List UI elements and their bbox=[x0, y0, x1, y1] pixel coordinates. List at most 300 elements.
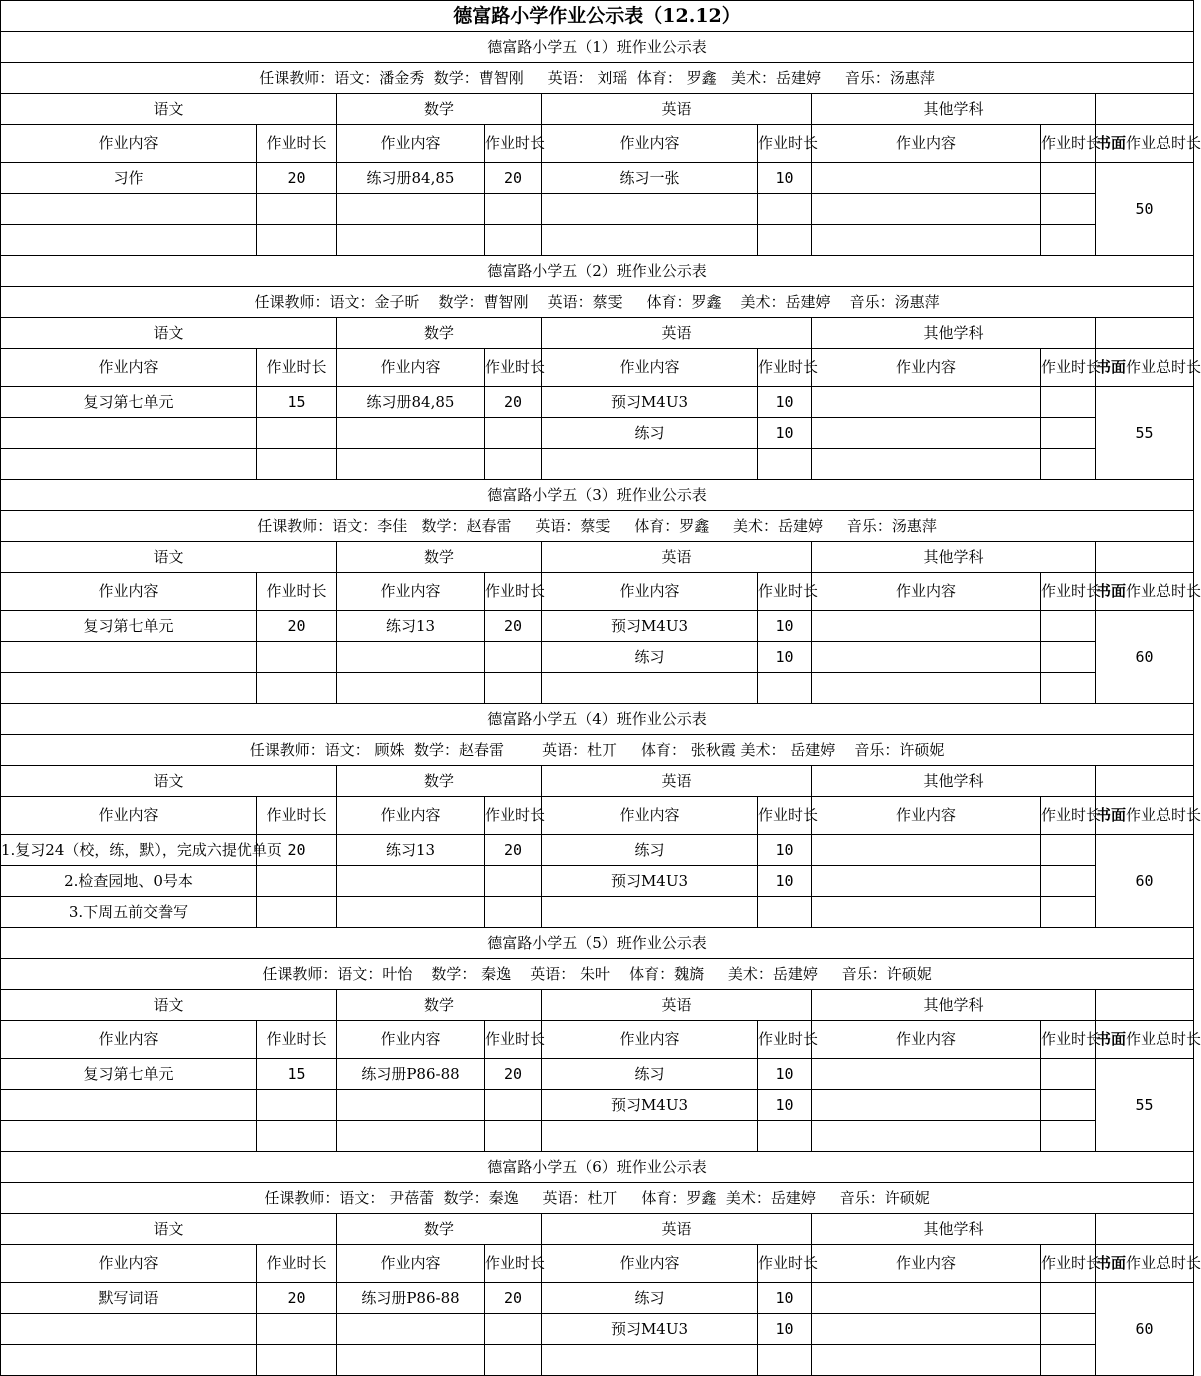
chinese-duration bbox=[257, 642, 337, 673]
page-title: 德富路小学作业公示表（12.12） bbox=[1, 1, 1194, 32]
written-total-header bbox=[1096, 797, 1201, 835]
duration-header: 作业时长 bbox=[257, 1245, 337, 1283]
duration-header: 作业时长 bbox=[485, 349, 542, 387]
other-duration bbox=[1041, 835, 1096, 866]
english-duration: 10 bbox=[758, 163, 812, 194]
chinese-content bbox=[1, 1090, 257, 1121]
homework-row bbox=[1, 225, 1194, 256]
english-duration: 10 bbox=[758, 611, 812, 642]
homework-row bbox=[1, 387, 1194, 418]
other-duration bbox=[1041, 897, 1096, 928]
english-content bbox=[542, 449, 758, 480]
subject-math: 数学 bbox=[337, 1214, 542, 1245]
math-content: 练习册84,85 bbox=[337, 387, 485, 418]
english-content: 预习M4U3 bbox=[542, 1314, 758, 1345]
subject-header-row bbox=[1, 542, 1194, 573]
column-header-row bbox=[1, 573, 1194, 611]
duration-header: 作业时长 bbox=[1041, 1021, 1096, 1059]
class-title: 德富路小学五（3）班作业公示表 bbox=[1, 480, 1194, 511]
duration-header: 作业时长 bbox=[257, 125, 337, 163]
content-header: 作业内容 bbox=[337, 349, 485, 387]
chinese-content bbox=[1, 225, 257, 256]
math-duration: 20 bbox=[485, 835, 542, 866]
total-duration-label: 作业总时长 bbox=[1126, 134, 1201, 152]
english-content: 练习 bbox=[542, 1059, 758, 1090]
chinese-content: 复习第七单元 bbox=[1, 1059, 257, 1090]
subject-other: 其他学科 bbox=[812, 1214, 1096, 1245]
math-content bbox=[337, 673, 485, 704]
empty-header-cell bbox=[1096, 990, 1194, 1021]
homework-row bbox=[1, 642, 1194, 673]
content-header: 作业内容 bbox=[812, 349, 1041, 387]
subject-english: 英语 bbox=[542, 542, 812, 573]
english-duration: 10 bbox=[758, 418, 812, 449]
teachers-row bbox=[1, 735, 1194, 766]
math-content bbox=[337, 225, 485, 256]
math-duration bbox=[485, 449, 542, 480]
chinese-duration bbox=[257, 866, 337, 897]
class-title: 德富路小学五（6）班作业公示表 bbox=[1, 1152, 1194, 1183]
math-duration bbox=[485, 1121, 542, 1152]
english-content: 练习一张 bbox=[542, 163, 758, 194]
empty-header-cell bbox=[1096, 542, 1194, 573]
subject-math: 数学 bbox=[337, 766, 542, 797]
duration-header: 作业时长 bbox=[1041, 573, 1096, 611]
chinese-duration bbox=[257, 225, 337, 256]
subject-chinese: 语文 bbox=[1, 766, 337, 797]
other-duration bbox=[1041, 611, 1096, 642]
subject-math: 数学 bbox=[337, 542, 542, 573]
math-duration bbox=[485, 673, 542, 704]
subject-other: 其他学科 bbox=[812, 542, 1096, 573]
written-label: 书面 bbox=[1096, 1254, 1127, 1272]
other-duration bbox=[1041, 1090, 1096, 1121]
teachers-row bbox=[1, 63, 1194, 94]
content-header: 作业内容 bbox=[812, 1245, 1041, 1283]
content-header: 作业内容 bbox=[337, 797, 485, 835]
english-duration bbox=[758, 225, 812, 256]
written-label: 书面 bbox=[1096, 358, 1127, 376]
column-header-row bbox=[1, 1245, 1194, 1283]
content-header: 作业内容 bbox=[812, 797, 1041, 835]
math-content bbox=[337, 194, 485, 225]
english-duration: 10 bbox=[758, 642, 812, 673]
homework-row bbox=[1, 673, 1194, 704]
math-content bbox=[337, 642, 485, 673]
math-duration bbox=[485, 194, 542, 225]
english-content: 预习M4U3 bbox=[542, 1090, 758, 1121]
written-label: 书面 bbox=[1096, 1030, 1127, 1048]
chinese-duration: 20 bbox=[257, 611, 337, 642]
subject-other: 其他学科 bbox=[812, 766, 1096, 797]
homework-row bbox=[1, 449, 1194, 480]
english-duration bbox=[758, 1345, 812, 1376]
class-title-row bbox=[1, 1152, 1194, 1183]
other-content bbox=[812, 1345, 1041, 1376]
class-title-row bbox=[1, 480, 1194, 511]
column-header-row bbox=[1, 125, 1194, 163]
math-content bbox=[337, 1314, 485, 1345]
content-header: 作业内容 bbox=[1, 125, 257, 163]
class-title: 德富路小学五（2）班作业公示表 bbox=[1, 256, 1194, 287]
other-content bbox=[812, 163, 1041, 194]
subject-english: 英语 bbox=[542, 1214, 812, 1245]
chinese-content bbox=[1, 673, 257, 704]
other-content bbox=[812, 1090, 1041, 1121]
written-total-value: 60 bbox=[1096, 1283, 1194, 1376]
chinese-duration bbox=[257, 418, 337, 449]
chinese-duration: 20 bbox=[257, 1283, 337, 1314]
content-header: 作业内容 bbox=[812, 125, 1041, 163]
subject-english: 英语 bbox=[542, 318, 812, 349]
duration-header: 作业时长 bbox=[485, 573, 542, 611]
math-duration bbox=[485, 642, 542, 673]
homework-row bbox=[1, 1345, 1194, 1376]
other-content bbox=[812, 194, 1041, 225]
math-duration bbox=[485, 866, 542, 897]
empty-header-cell bbox=[1096, 766, 1194, 797]
content-header: 作业内容 bbox=[337, 125, 485, 163]
homework-row bbox=[1, 1314, 1194, 1345]
math-duration: 20 bbox=[485, 163, 542, 194]
content-header: 作业内容 bbox=[337, 1245, 485, 1283]
english-content: 预习M4U3 bbox=[542, 866, 758, 897]
english-duration: 10 bbox=[758, 1314, 812, 1345]
math-duration bbox=[485, 418, 542, 449]
chinese-content: 默写词语 bbox=[1, 1283, 257, 1314]
math-content: 练习册P86-88 bbox=[337, 1283, 485, 1314]
teachers-line: 任课教师：语文：叶怡 数学： 秦逸 英语： 朱叶 体育：魏旖 美术：岳建婷 音乐：许硕妮 bbox=[1, 959, 1194, 990]
homework-row bbox=[1, 1283, 1194, 1314]
duration-header: 作业时长 bbox=[1041, 349, 1096, 387]
written-label: 书面 bbox=[1096, 806, 1127, 824]
subject-chinese: 语文 bbox=[1, 542, 337, 573]
math-duration bbox=[485, 1090, 542, 1121]
total-duration-label: 作业总时长 bbox=[1126, 1254, 1201, 1272]
column-header-row bbox=[1, 797, 1194, 835]
total-duration-label: 作业总时长 bbox=[1126, 582, 1201, 600]
other-duration bbox=[1041, 1314, 1096, 1345]
other-content bbox=[812, 1121, 1041, 1152]
subject-english: 英语 bbox=[542, 766, 812, 797]
subject-other: 其他学科 bbox=[812, 318, 1096, 349]
other-content bbox=[812, 387, 1041, 418]
subject-chinese: 语文 bbox=[1, 94, 337, 125]
class-title: 德富路小学五（4）班作业公示表 bbox=[1, 704, 1194, 735]
other-duration bbox=[1041, 1059, 1096, 1090]
teachers-row bbox=[1, 1183, 1194, 1214]
total-duration-label: 作业总时长 bbox=[1126, 1030, 1201, 1048]
content-header: 作业内容 bbox=[1, 573, 257, 611]
chinese-duration bbox=[257, 194, 337, 225]
subject-chinese: 语文 bbox=[1, 990, 337, 1021]
chinese-duration bbox=[257, 449, 337, 480]
subject-chinese: 语文 bbox=[1, 1214, 337, 1245]
duration-header: 作业时长 bbox=[758, 1021, 812, 1059]
chinese-duration: 20 bbox=[257, 163, 337, 194]
class-title-row bbox=[1, 32, 1194, 63]
english-content bbox=[542, 1121, 758, 1152]
written-total-header bbox=[1096, 349, 1201, 387]
math-duration bbox=[485, 897, 542, 928]
chinese-content bbox=[1, 642, 257, 673]
content-header: 作业内容 bbox=[337, 1021, 485, 1059]
subject-header-row bbox=[1, 990, 1194, 1021]
chinese-duration: 15 bbox=[257, 387, 337, 418]
math-content bbox=[337, 866, 485, 897]
written-total-value: 50 bbox=[1096, 163, 1194, 256]
duration-header: 作业时长 bbox=[758, 125, 812, 163]
content-header: 作业内容 bbox=[812, 573, 1041, 611]
english-content: 预习M4U3 bbox=[542, 387, 758, 418]
math-content bbox=[337, 418, 485, 449]
english-duration: 10 bbox=[758, 1090, 812, 1121]
written-label: 书面 bbox=[1096, 134, 1127, 152]
english-content bbox=[542, 1345, 758, 1376]
empty-header-cell bbox=[1096, 318, 1194, 349]
subject-header-row bbox=[1, 318, 1194, 349]
homework-row bbox=[1, 1090, 1194, 1121]
written-total-value: 55 bbox=[1096, 387, 1194, 480]
teachers-row bbox=[1, 959, 1194, 990]
other-duration bbox=[1041, 194, 1096, 225]
other-content bbox=[812, 673, 1041, 704]
math-content: 练习册P86-88 bbox=[337, 1059, 485, 1090]
math-content bbox=[337, 1121, 485, 1152]
homework-row bbox=[1, 418, 1194, 449]
chinese-content bbox=[1, 194, 257, 225]
duration-header: 作业时长 bbox=[257, 573, 337, 611]
other-content bbox=[812, 449, 1041, 480]
written-total-value: 55 bbox=[1096, 1059, 1194, 1152]
homework-row bbox=[1, 1121, 1194, 1152]
other-duration bbox=[1041, 449, 1096, 480]
chinese-duration bbox=[257, 1345, 337, 1376]
written-total-value: 60 bbox=[1096, 611, 1194, 704]
homework-row bbox=[1, 897, 1194, 928]
other-duration bbox=[1041, 225, 1096, 256]
other-content bbox=[812, 225, 1041, 256]
english-duration bbox=[758, 1121, 812, 1152]
content-header: 作业内容 bbox=[542, 125, 758, 163]
english-content bbox=[542, 673, 758, 704]
english-duration bbox=[758, 194, 812, 225]
math-content bbox=[337, 897, 485, 928]
subject-other: 其他学科 bbox=[812, 94, 1096, 125]
duration-header: 作业时长 bbox=[485, 1021, 542, 1059]
english-duration: 10 bbox=[758, 835, 812, 866]
english-duration bbox=[758, 897, 812, 928]
duration-header: 作业时长 bbox=[257, 797, 337, 835]
duration-header: 作业时长 bbox=[485, 125, 542, 163]
english-content bbox=[542, 897, 758, 928]
chinese-content: 2.检查园地、0号本 bbox=[1, 866, 257, 897]
class-title-row bbox=[1, 704, 1194, 735]
class-title: 德富路小学五（5）班作业公示表 bbox=[1, 928, 1194, 959]
subject-header-row bbox=[1, 766, 1194, 797]
teachers-line: 任课教师：语文：李佳 数学：赵春雷 英语：蔡雯 体育：罗鑫 美术：岳建婷 音乐：汤惠萍 bbox=[1, 511, 1194, 542]
subject-math: 数学 bbox=[337, 94, 542, 125]
duration-header: 作业时长 bbox=[485, 1245, 542, 1283]
duration-header: 作业时长 bbox=[257, 1021, 337, 1059]
math-content: 练习13 bbox=[337, 611, 485, 642]
subject-english: 英语 bbox=[542, 94, 812, 125]
english-duration: 10 bbox=[758, 1283, 812, 1314]
other-duration bbox=[1041, 1283, 1096, 1314]
subject-other: 其他学科 bbox=[812, 990, 1096, 1021]
english-duration: 10 bbox=[758, 1059, 812, 1090]
duration-header: 作业时长 bbox=[1041, 1245, 1096, 1283]
duration-header: 作业时长 bbox=[1041, 797, 1096, 835]
class-title: 德富路小学五（1）班作业公示表 bbox=[1, 32, 1194, 63]
content-header: 作业内容 bbox=[812, 1021, 1041, 1059]
chinese-duration bbox=[257, 1121, 337, 1152]
chinese-content bbox=[1, 1345, 257, 1376]
content-header: 作业内容 bbox=[1, 1245, 257, 1283]
other-duration bbox=[1041, 866, 1096, 897]
content-header: 作业内容 bbox=[542, 349, 758, 387]
math-duration: 20 bbox=[485, 1059, 542, 1090]
subject-english: 英语 bbox=[542, 990, 812, 1021]
math-duration bbox=[485, 225, 542, 256]
math-content bbox=[337, 1345, 485, 1376]
other-content bbox=[812, 418, 1041, 449]
total-duration-label: 作业总时长 bbox=[1126, 806, 1201, 824]
other-content bbox=[812, 1283, 1041, 1314]
content-header: 作业内容 bbox=[542, 573, 758, 611]
math-duration: 20 bbox=[485, 1283, 542, 1314]
teachers-line: 任课教师：语文： 顾姝 数学：赵春雷 英语：杜丌 体育： 张秋霞 美术： 岳建婷 音乐：许硕妮 bbox=[1, 735, 1194, 766]
math-duration: 20 bbox=[485, 611, 542, 642]
content-header: 作业内容 bbox=[542, 797, 758, 835]
chinese-content: 3.下周五前交誊写 bbox=[1, 897, 257, 928]
written-label: 书面 bbox=[1096, 582, 1127, 600]
other-content bbox=[812, 897, 1041, 928]
chinese-content bbox=[1, 1314, 257, 1345]
written-total-header bbox=[1096, 1021, 1201, 1059]
other-content bbox=[812, 642, 1041, 673]
math-content: 练习13 bbox=[337, 835, 485, 866]
duration-header: 作业时长 bbox=[257, 349, 337, 387]
english-content bbox=[542, 225, 758, 256]
subject-header-row bbox=[1, 1214, 1194, 1245]
empty-header-cell bbox=[1096, 1214, 1194, 1245]
math-duration bbox=[485, 1345, 542, 1376]
duration-header: 作业时长 bbox=[758, 573, 812, 611]
content-header: 作业内容 bbox=[1, 349, 257, 387]
written-total-header bbox=[1096, 125, 1201, 163]
chinese-content bbox=[1, 1121, 257, 1152]
english-duration: 10 bbox=[758, 387, 812, 418]
homework-row bbox=[1, 163, 1194, 194]
other-content bbox=[812, 1059, 1041, 1090]
teachers-row bbox=[1, 287, 1194, 318]
column-header-row bbox=[1, 349, 1194, 387]
written-total-header bbox=[1096, 573, 1201, 611]
chinese-duration bbox=[257, 673, 337, 704]
empty-header-cell bbox=[1096, 94, 1194, 125]
teachers-line: 任课教师：语文：潘金秀 数学：曹智刚 英语： 刘瑶 体育： 罗鑫 美术：岳建婷 音乐：汤惠萍 bbox=[1, 63, 1194, 94]
english-content bbox=[542, 194, 758, 225]
duration-header: 作业时长 bbox=[485, 797, 542, 835]
chinese-content: 复习第七单元 bbox=[1, 387, 257, 418]
other-duration bbox=[1041, 418, 1096, 449]
other-duration bbox=[1041, 1121, 1096, 1152]
other-duration bbox=[1041, 163, 1096, 194]
english-duration bbox=[758, 449, 812, 480]
content-header: 作业内容 bbox=[542, 1245, 758, 1283]
column-header-row bbox=[1, 1021, 1194, 1059]
class-title-row bbox=[1, 256, 1194, 287]
subject-math: 数学 bbox=[337, 318, 542, 349]
chinese-content: 习作 bbox=[1, 163, 257, 194]
english-content: 练习 bbox=[542, 642, 758, 673]
written-total-value: 60 bbox=[1096, 835, 1194, 928]
chinese-content bbox=[1, 449, 257, 480]
duration-header: 作业时长 bbox=[758, 797, 812, 835]
other-duration bbox=[1041, 642, 1096, 673]
english-content: 练习 bbox=[542, 418, 758, 449]
teachers-row bbox=[1, 511, 1194, 542]
math-content bbox=[337, 449, 485, 480]
duration-header: 作业时长 bbox=[758, 1245, 812, 1283]
other-content bbox=[812, 835, 1041, 866]
other-duration bbox=[1041, 673, 1096, 704]
homework-row bbox=[1, 1059, 1194, 1090]
math-content: 练习册84,85 bbox=[337, 163, 485, 194]
written-total-header bbox=[1096, 1245, 1201, 1283]
chinese-duration: 15 bbox=[257, 1059, 337, 1090]
chinese-duration bbox=[257, 1090, 337, 1121]
total-duration-label: 作业总时长 bbox=[1126, 358, 1201, 376]
homework-row bbox=[1, 194, 1194, 225]
chinese-duration bbox=[257, 897, 337, 928]
homework-row bbox=[1, 866, 1194, 897]
other-duration bbox=[1041, 387, 1096, 418]
math-duration: 20 bbox=[485, 387, 542, 418]
chinese-duration: 20 bbox=[257, 835, 337, 866]
math-content bbox=[337, 1090, 485, 1121]
english-content: 预习M4U3 bbox=[542, 611, 758, 642]
chinese-duration bbox=[257, 1314, 337, 1345]
subject-chinese: 语文 bbox=[1, 318, 337, 349]
teachers-line: 任课教师：语文： 尹蓓蕾 数学：秦逸 英语：杜丌 体育：罗鑫 美术：岳建婷 音乐：许硕妮 bbox=[1, 1183, 1194, 1214]
math-duration bbox=[485, 1314, 542, 1345]
teachers-line: 任课教师：语文：金子昕 数学：曹智刚 英语：蔡雯 体育：罗鑫 美术：岳建婷 音乐：汤惠萍 bbox=[1, 287, 1194, 318]
chinese-content bbox=[1, 418, 257, 449]
content-header: 作业内容 bbox=[1, 1021, 257, 1059]
content-header: 作业内容 bbox=[1, 797, 257, 835]
subject-math: 数学 bbox=[337, 990, 542, 1021]
subject-header-row bbox=[1, 94, 1194, 125]
chinese-content: 1.复习24（校，练，默），完成六提优单页 bbox=[1, 835, 257, 866]
duration-header: 作业时长 bbox=[1041, 125, 1096, 163]
content-header: 作业内容 bbox=[542, 1021, 758, 1059]
other-content bbox=[812, 611, 1041, 642]
homework-row bbox=[1, 611, 1194, 642]
homework-row bbox=[1, 835, 1194, 866]
duration-header: 作业时长 bbox=[758, 349, 812, 387]
other-content bbox=[812, 1314, 1041, 1345]
english-duration: 10 bbox=[758, 866, 812, 897]
content-header: 作业内容 bbox=[337, 573, 485, 611]
english-content: 练习 bbox=[542, 835, 758, 866]
class-title-row bbox=[1, 928, 1194, 959]
english-duration bbox=[758, 673, 812, 704]
other-content bbox=[812, 866, 1041, 897]
other-duration bbox=[1041, 1345, 1096, 1376]
english-content: 练习 bbox=[542, 1283, 758, 1314]
